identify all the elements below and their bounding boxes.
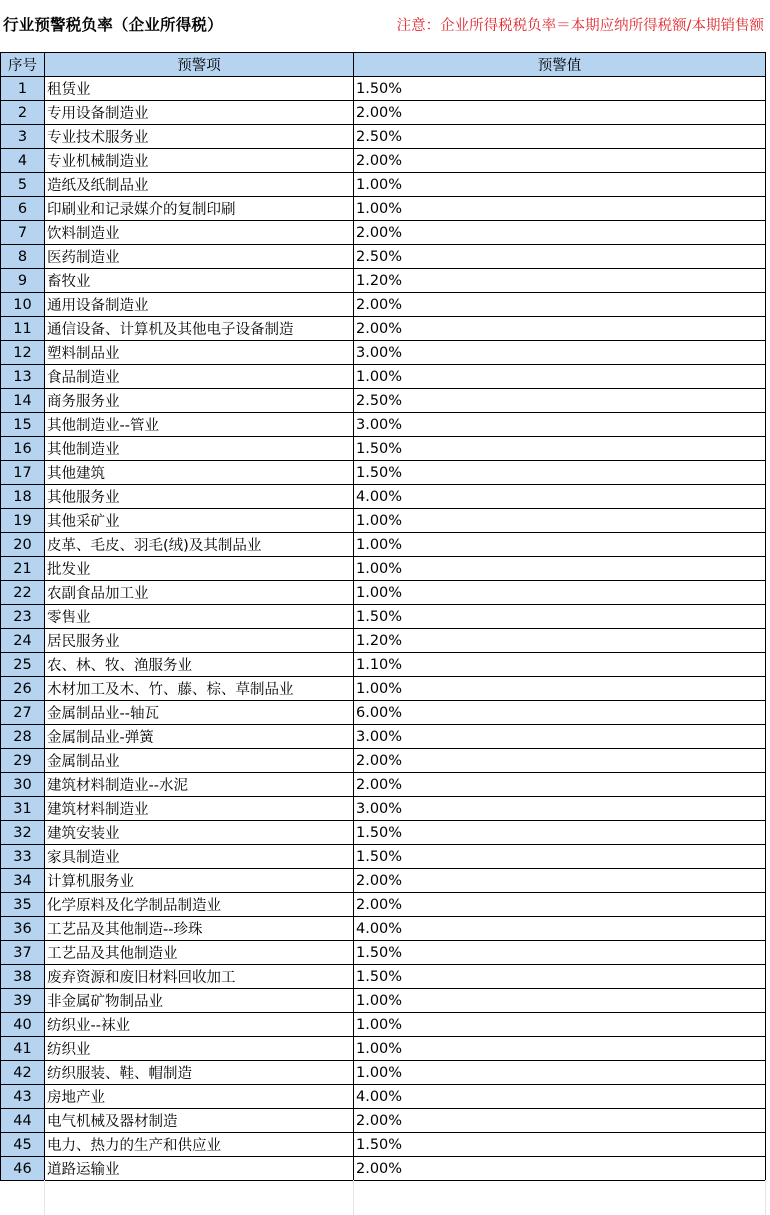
row-index-cell[interactable]: 21 xyxy=(1,557,45,581)
column-header-value[interactable]: 预警值 xyxy=(354,53,766,77)
gridline xyxy=(765,1180,766,1215)
table-row xyxy=(1,437,766,461)
row-index-cell[interactable]: 41 xyxy=(1,1037,45,1061)
industry-cell[interactable]: 工艺品及其他制造--珍珠 xyxy=(45,917,354,941)
warning-value-cell[interactable]: 1.00% xyxy=(354,989,766,1013)
warning-value-cell[interactable]: 1.00% xyxy=(354,533,766,557)
table-row xyxy=(1,917,766,941)
industry-cell[interactable]: 其他建筑 xyxy=(45,461,354,485)
table-row xyxy=(1,509,766,533)
table-row xyxy=(1,1133,766,1157)
row-index-cell[interactable]: 30 xyxy=(1,773,45,797)
industry-cell[interactable]: 批发业 xyxy=(45,557,354,581)
industry-cell[interactable]: 农、林、牧、渔服务业 xyxy=(45,653,354,677)
industry-cell[interactable]: 建筑材料制造业 xyxy=(45,797,354,821)
warning-value-cell[interactable]: 1.50% xyxy=(354,77,766,101)
warning-value-cell[interactable]: 1.00% xyxy=(354,557,766,581)
table-row xyxy=(1,653,766,677)
industry-cell[interactable]: 皮革、毛皮、羽毛(绒)及其制品业 xyxy=(45,533,354,557)
table-row xyxy=(1,605,766,629)
industry-cell[interactable]: 专用设备制造业 xyxy=(45,101,354,125)
table-row xyxy=(1,269,766,293)
warning-value-cell[interactable]: 1.50% xyxy=(354,821,766,845)
industry-cell[interactable]: 通用设备制造业 xyxy=(45,293,354,317)
row-index-cell[interactable]: 29 xyxy=(1,749,45,773)
table-row xyxy=(1,293,766,317)
table-row xyxy=(1,173,766,197)
row-index-cell[interactable]: 33 xyxy=(1,845,45,869)
warning-value-cell[interactable]: 1.00% xyxy=(354,197,766,221)
table-row xyxy=(1,845,766,869)
row-index-cell[interactable]: 42 xyxy=(1,1061,45,1085)
row-index-cell[interactable]: 4 xyxy=(1,149,45,173)
warning-value-cell[interactable]: 3.00% xyxy=(354,413,766,437)
warning-value-cell[interactable]: 2.00% xyxy=(354,101,766,125)
row-index-cell[interactable]: 9 xyxy=(1,269,45,293)
row-index-cell[interactable]: 8 xyxy=(1,245,45,269)
warning-value-cell[interactable]: 3.00% xyxy=(354,725,766,749)
warning-value-cell[interactable]: 2.00% xyxy=(354,221,766,245)
warning-value-cell[interactable]: 4.00% xyxy=(354,1085,766,1109)
industry-cell[interactable]: 通信设备、计算机及其他电子设备制造 xyxy=(45,317,354,341)
industry-cell[interactable]: 金属制品业 xyxy=(45,749,354,773)
industry-cell[interactable]: 纺织业--袜业 xyxy=(45,1013,354,1037)
row-index-cell[interactable]: 32 xyxy=(1,821,45,845)
column-header-item[interactable]: 预警项 xyxy=(45,53,354,77)
row-index-cell[interactable]: 14 xyxy=(1,389,45,413)
table-row xyxy=(1,533,766,557)
industry-cell[interactable]: 化学原料及化学制品制造业 xyxy=(45,893,354,917)
warning-value-cell[interactable]: 1.10% xyxy=(354,653,766,677)
row-index-cell[interactable]: 34 xyxy=(1,869,45,893)
row-index-cell[interactable]: 3 xyxy=(1,125,45,149)
warning-value-cell[interactable]: 2.00% xyxy=(354,773,766,797)
table-row xyxy=(1,1013,766,1037)
row-index-cell[interactable]: 12 xyxy=(1,341,45,365)
table-row xyxy=(1,797,766,821)
warning-value-cell[interactable]: 2.00% xyxy=(354,1109,766,1133)
table-row xyxy=(1,245,766,269)
industry-cell[interactable]: 纺织服装、鞋、帽制造 xyxy=(45,1061,354,1085)
table-row xyxy=(1,413,766,437)
table-row xyxy=(1,629,766,653)
table-row xyxy=(1,485,766,509)
table-row xyxy=(1,749,766,773)
table-row xyxy=(1,461,766,485)
row-index-cell[interactable]: 43 xyxy=(1,1085,45,1109)
warning-value-cell[interactable]: 2.00% xyxy=(354,749,766,773)
warning-value-cell[interactable]: 1.00% xyxy=(354,677,766,701)
table-body xyxy=(1,77,766,1181)
row-index-cell[interactable]: 38 xyxy=(1,965,45,989)
row-index-cell[interactable]: 28 xyxy=(1,725,45,749)
table-row xyxy=(1,77,766,101)
row-index-cell[interactable]: 16 xyxy=(1,437,45,461)
table-row xyxy=(1,557,766,581)
table-row xyxy=(1,125,766,149)
warning-value-cell[interactable]: 2.50% xyxy=(354,389,766,413)
warning-value-cell[interactable]: 1.50% xyxy=(354,437,766,461)
industry-cell[interactable]: 纺织业 xyxy=(45,1037,354,1061)
table-row xyxy=(1,149,766,173)
table-row xyxy=(1,677,766,701)
row-index-cell[interactable]: 15 xyxy=(1,413,45,437)
table-row xyxy=(1,1037,766,1061)
table-row xyxy=(1,965,766,989)
table-row xyxy=(1,941,766,965)
industry-cell[interactable]: 金属制品业--轴瓦 xyxy=(45,701,354,725)
industry-cell[interactable]: 其他制造业 xyxy=(45,437,354,461)
industry-cell[interactable]: 印刷业和记录媒介的复制印刷 xyxy=(45,197,354,221)
industry-cell[interactable]: 其他采矿业 xyxy=(45,509,354,533)
industry-cell[interactable]: 建筑安装业 xyxy=(45,821,354,845)
row-index-cell[interactable]: 11 xyxy=(1,317,45,341)
table-row xyxy=(1,1109,766,1133)
row-index-cell[interactable]: 36 xyxy=(1,917,45,941)
warning-value-cell[interactable]: 1.00% xyxy=(354,365,766,389)
row-index-cell[interactable]: 39 xyxy=(1,989,45,1013)
table-row xyxy=(1,221,766,245)
warning-value-cell[interactable]: 1.00% xyxy=(354,581,766,605)
warning-value-cell[interactable]: 1.00% xyxy=(354,1061,766,1085)
industry-cell[interactable]: 塑料制品业 xyxy=(45,341,354,365)
table-row xyxy=(1,389,766,413)
industry-cell[interactable]: 饮料制造业 xyxy=(45,221,354,245)
row-index-cell[interactable]: 1 xyxy=(1,77,45,101)
warning-value-cell[interactable]: 6.00% xyxy=(354,701,766,725)
industry-cell[interactable]: 废弃资源和废旧材料回收加工 xyxy=(45,965,354,989)
row-index-cell[interactable]: 18 xyxy=(1,485,45,509)
table-row xyxy=(1,821,766,845)
row-index-cell[interactable]: 19 xyxy=(1,509,45,533)
row-index-cell[interactable]: 7 xyxy=(1,221,45,245)
table-row xyxy=(1,869,766,893)
warning-value-cell[interactable]: 4.00% xyxy=(354,917,766,941)
industry-cell[interactable]: 专业技术服务业 xyxy=(45,125,354,149)
industry-cell[interactable]: 造纸及纸制品业 xyxy=(45,173,354,197)
industry-cell[interactable]: 租赁业 xyxy=(45,77,354,101)
row-index-cell[interactable]: 26 xyxy=(1,677,45,701)
table-row xyxy=(1,1157,766,1181)
industry-cell[interactable]: 零售业 xyxy=(45,605,354,629)
gridline xyxy=(44,1180,45,1215)
warning-value-cell[interactable]: 2.00% xyxy=(354,293,766,317)
row-index-cell[interactable]: 17 xyxy=(1,461,45,485)
table-row xyxy=(1,773,766,797)
warning-value-cell[interactable]: 1.20% xyxy=(354,269,766,293)
warning-value-cell[interactable]: 1.50% xyxy=(354,845,766,869)
industry-cell[interactable]: 计算机服务业 xyxy=(45,869,354,893)
table-row xyxy=(1,317,766,341)
industry-cell[interactable]: 房地产业 xyxy=(45,1085,354,1109)
row-index-cell[interactable]: 20 xyxy=(1,533,45,557)
industry-cell[interactable]: 电气机械及器材制造 xyxy=(45,1109,354,1133)
warning-value-cell[interactable]: 2.00% xyxy=(354,893,766,917)
table-row xyxy=(1,581,766,605)
warning-value-cell[interactable]: 1.00% xyxy=(354,173,766,197)
warning-value-cell[interactable]: 3.00% xyxy=(354,341,766,365)
row-index-cell[interactable]: 24 xyxy=(1,629,45,653)
industry-cell[interactable]: 其他服务业 xyxy=(45,485,354,509)
header-area xyxy=(0,0,770,50)
warning-value-cell[interactable]: 2.00% xyxy=(354,869,766,893)
row-index-cell[interactable]: 35 xyxy=(1,893,45,917)
row-index-cell[interactable]: 25 xyxy=(1,653,45,677)
warning-value-cell[interactable]: 1.50% xyxy=(354,941,766,965)
warning-value-cell[interactable]: 2.00% xyxy=(354,317,766,341)
row-index-cell[interactable]: 45 xyxy=(1,1133,45,1157)
industry-cell[interactable]: 食品制造业 xyxy=(45,365,354,389)
table-row xyxy=(1,1061,766,1085)
table-row xyxy=(1,893,766,917)
table-row xyxy=(1,365,766,389)
row-index-cell[interactable]: 44 xyxy=(1,1109,45,1133)
warning-value-cell[interactable]: 3.00% xyxy=(354,797,766,821)
industry-cell[interactable]: 木材加工及木、竹、藤、棕、草制品业 xyxy=(45,677,354,701)
warning-value-cell[interactable]: 1.00% xyxy=(354,509,766,533)
warning-value-cell[interactable]: 2.00% xyxy=(354,149,766,173)
row-index-cell[interactable]: 22 xyxy=(1,581,45,605)
row-index-cell[interactable]: 40 xyxy=(1,1013,45,1037)
row-index-cell[interactable]: 31 xyxy=(1,797,45,821)
row-index-cell[interactable]: 6 xyxy=(1,197,45,221)
warning-value-cell[interactable]: 1.50% xyxy=(354,461,766,485)
industry-cell[interactable]: 家具制造业 xyxy=(45,845,354,869)
warning-value-cell[interactable]: 1.00% xyxy=(354,1013,766,1037)
industry-cell[interactable]: 金属制品业-弹簧 xyxy=(45,725,354,749)
row-index-cell[interactable]: 13 xyxy=(1,365,45,389)
row-index-cell[interactable]: 10 xyxy=(1,293,45,317)
row-index-cell[interactable]: 2 xyxy=(1,101,45,125)
row-index-cell[interactable]: 46 xyxy=(1,1157,45,1181)
gridline xyxy=(353,1180,354,1215)
row-index-cell[interactable]: 37 xyxy=(1,941,45,965)
industry-cell[interactable]: 道路运输业 xyxy=(45,1157,354,1181)
row-index-cell[interactable]: 5 xyxy=(1,173,45,197)
industry-cell[interactable]: 农副食品加工业 xyxy=(45,581,354,605)
table-header-row xyxy=(1,53,766,77)
warning-value-cell[interactable]: 1.00% xyxy=(354,1037,766,1061)
warning-value-cell[interactable]: 1.50% xyxy=(354,965,766,989)
industry-cell[interactable]: 畜牧业 xyxy=(45,269,354,293)
warning-value-cell[interactable]: 2.50% xyxy=(354,125,766,149)
warning-value-cell[interactable]: 1.50% xyxy=(354,605,766,629)
warning-value-cell[interactable]: 4.00% xyxy=(354,485,766,509)
industry-cell[interactable]: 非金属矿物制品业 xyxy=(45,989,354,1013)
table-row xyxy=(1,197,766,221)
row-index-cell[interactable]: 23 xyxy=(1,605,45,629)
industry-cell[interactable]: 居民服务业 xyxy=(45,629,354,653)
row-index-cell[interactable]: 27 xyxy=(1,701,45,725)
industry-cell[interactable]: 建筑材料制造业--水泥 xyxy=(45,773,354,797)
table-row xyxy=(1,989,766,1013)
table-row xyxy=(1,341,766,365)
industry-cell[interactable]: 专业机械制造业 xyxy=(45,149,354,173)
table-row xyxy=(1,101,766,125)
table-row xyxy=(1,701,766,725)
table-row xyxy=(1,1085,766,1109)
formula-note: 注意：企业所得税税负率＝本期应纳所得税额/本期销售额 xyxy=(396,18,764,34)
warning-value-cell[interactable]: 1.50% xyxy=(354,1133,766,1157)
column-header-index[interactable]: 序号 xyxy=(1,53,45,77)
warning-value-cell[interactable]: 1.20% xyxy=(354,629,766,653)
warning-value-cell[interactable]: 2.50% xyxy=(354,245,766,269)
sheet-title: 行业预警税负率（企业所得税） xyxy=(3,16,223,34)
industry-cell[interactable]: 其他制造业--管业 xyxy=(45,413,354,437)
industry-cell[interactable]: 工艺品及其他制造业 xyxy=(45,941,354,965)
industry-cell[interactable]: 商务服务业 xyxy=(45,389,354,413)
warning-rate-table xyxy=(0,52,766,1181)
warning-value-cell[interactable]: 2.00% xyxy=(354,1157,766,1181)
industry-cell[interactable]: 医药制造业 xyxy=(45,245,354,269)
industry-cell[interactable]: 电力、热力的生产和供应业 xyxy=(45,1133,354,1157)
table-row xyxy=(1,725,766,749)
